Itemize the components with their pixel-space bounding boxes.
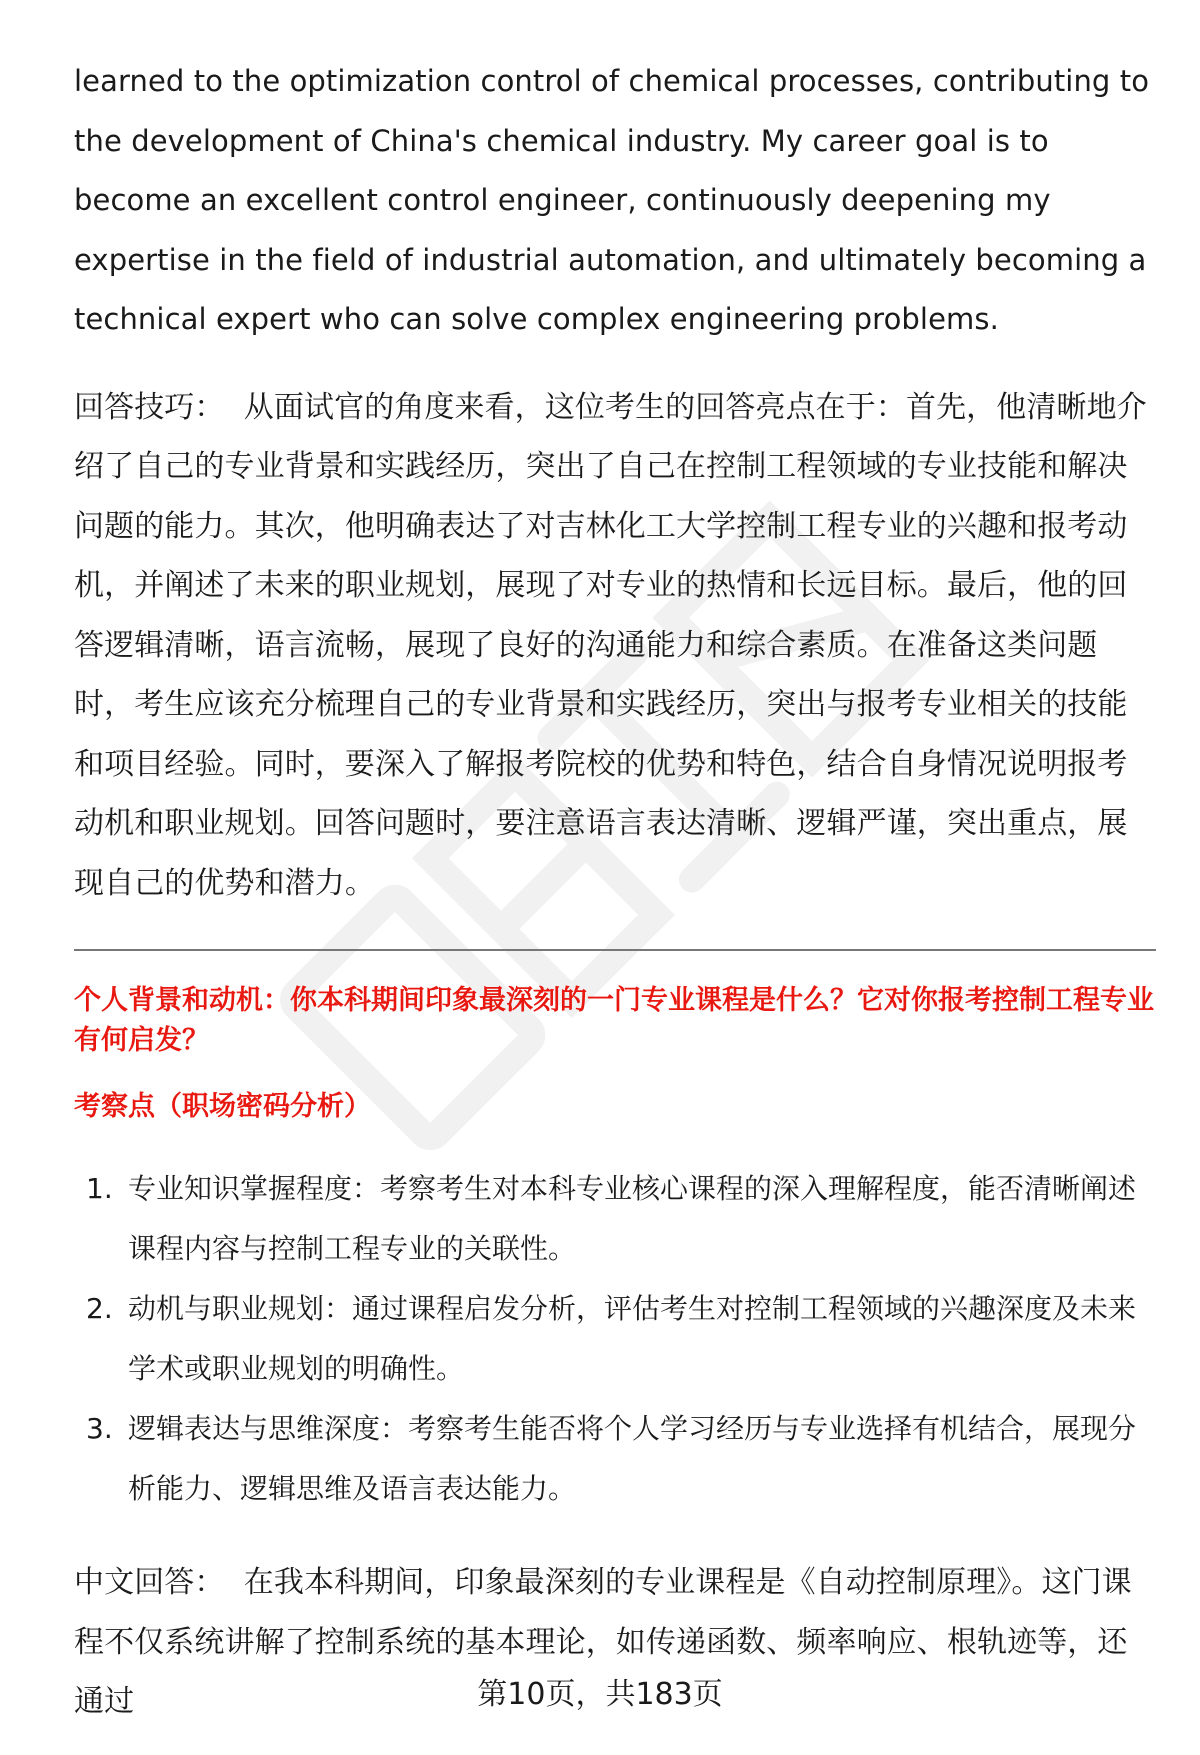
question-heading: 个人背景和动机：你本科期间印象最深刻的一门专业课程是什么？它对你报考控制工程专业有何启发？ [74, 985, 1154, 1056]
analysis-points-list [74, 1159, 1154, 1519]
page-content [74, 52, 1154, 1732]
list-item-text: 逻辑表达与思维深度：考察考生能否将个人学习经历与专业选择有机结合，展现分析能力、逻辑思维及语言表达能力。 [128, 1412, 1137, 1505]
list-item-number: 1. [86, 1172, 113, 1205]
section-divider [74, 949, 1156, 951]
list-item-text: 动机与职业规划：通过课程启发分析，评估考生对控制工程领域的兴趣深度及未来学术或职业规划的明确性。 [128, 1292, 1137, 1385]
tips-label: 回答技巧： [74, 389, 225, 425]
list-item [74, 1279, 1154, 1399]
list-item [74, 1399, 1154, 1519]
answer-text: 在我本科期间，印象最深刻的专业课程是《自动控制原理》。这门课程不仅系统讲解了控制系统的基本理论，如传递函数、频率响应、根轨迹等，还通过 [74, 1565, 1132, 1719]
analysis-heading: 考察点（职场密码分析） [74, 1091, 371, 1122]
spacer [74, 913, 1154, 949]
list-item-text: 专业知识掌握程度：考察考生对本科专业核心课程的深入理解程度，能否清晰阐述课程内容与控制工程专业的关联性。 [128, 1172, 1137, 1265]
page-number-footer: 第10页，共183页 [477, 1677, 723, 1712]
list-item-number: 2. [86, 1292, 113, 1325]
list-item-number: 3. [86, 1412, 113, 1445]
spacer [74, 350, 1154, 378]
tips-text: 从面试官的角度来看，这位考生的回答亮点在于：首先，他清晰地介绍了自己的专业背景和实践经历，突出了自己在控制工程领域的专业技能和解决问题的能力。其次，他明确表达了对吉林化工大学控制工程专业的兴趣和报考动机，并阐述了未来的职业规划，展现了对专业的热情和长远目标。最后，他的回答逻辑清晰，语言流畅，展现了良好的沟通能力和综合素质。在准备这类问题时，考生应该充分梳理自己的专业背景和实践经历，突出与报考专业相关的技能和项目经验。同时，要深入了解报考院校的优势和特色，结合自身情况说明报考动机和职业规划。回答问题时，要注意语言表达清晰、逻辑严谨，突出重点，展现自己的优势和潜力。 [74, 389, 1147, 901]
tips-paragraph [74, 378, 1154, 914]
intro-paragraph: learned to the optimization control of chemical processes, contributing to the development of China's chemical industry. My career goal is to become an excellent control engineer, continuously deepening my expertise in the field of industrial automation, and ultimately becoming a technical expert who can solve complex engineering problems. [74, 64, 1150, 336]
list-item [74, 1159, 1154, 1279]
answer-label: 中文回答： [74, 1565, 225, 1600]
